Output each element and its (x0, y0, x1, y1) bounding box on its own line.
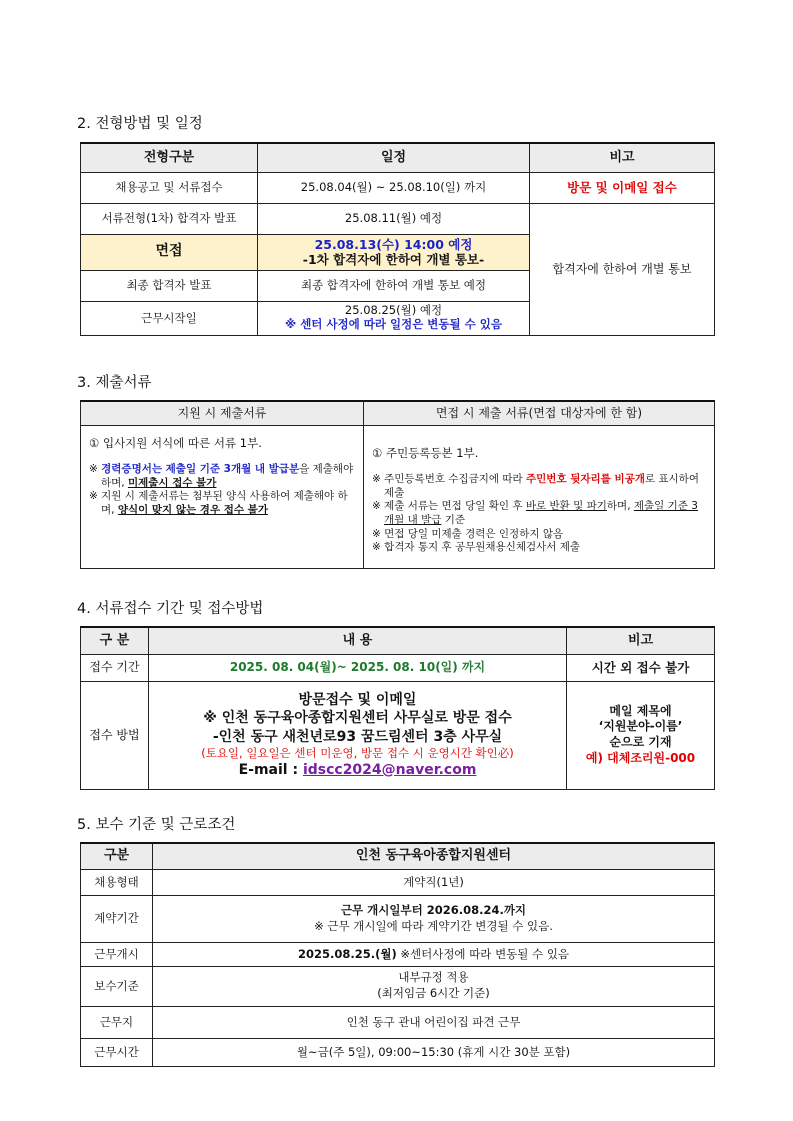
right-content (364, 425, 715, 568)
pay-rule: 내부규정 적용 (398, 970, 469, 985)
row-schedule-start (258, 301, 530, 335)
period-label: 접수 기간 (81, 654, 149, 681)
cond-label: 근무지 (81, 1006, 153, 1038)
method-note-2: ‘지원분야-이름’ (598, 719, 683, 734)
row-name: 최종 합격자 발표 (81, 270, 258, 301)
right-header: 면접 시 제출 서류(면접 대상자에 한 함) (364, 401, 715, 425)
right-main: ① 주민등록등본 1부. (372, 445, 479, 460)
documents-table (80, 400, 715, 569)
left-note-1: ※ 경력증명서는 제출일 기준 3개월 내 발급분을 제출해야 하며, 미제출시 접수 불가 (89, 463, 354, 489)
cond-label: 근무개시 (81, 942, 153, 966)
cond-value (153, 942, 715, 966)
method-label: 접수 방법 (81, 681, 149, 789)
period-note: 시간 외 접수 불가 (567, 654, 715, 681)
pay-note: (최저임금 6시간 기준) (377, 986, 490, 1000)
right-note-1: ※ 주민등록번호 수집금지에 따라 주민번호 뒷자리를 비공개로 표시하여 제출 (372, 473, 699, 499)
row-schedule-interview (258, 234, 530, 270)
cond-label: 보수기준 (81, 966, 153, 1006)
row-schedule: 25.08.04(월) ~ 25.08.10(일) 까지 (258, 172, 530, 203)
cond-label: 채용형태 (81, 869, 153, 895)
header-note: 비고 (567, 627, 715, 654)
section-3-title: 3. 제출서류 (77, 375, 152, 391)
method-note (567, 681, 715, 789)
row-note: 방문 및 이메일 접수 (530, 172, 715, 203)
header-category: 구 분 (81, 627, 149, 654)
section-4-title: 4. 서류접수 기간 및 접수방법 (77, 601, 264, 617)
start-date: 2025.08.25.(월) (297, 946, 397, 961)
email-line (152, 761, 563, 779)
cond-value: 계약직(1년) (153, 869, 715, 895)
right-note-4: ※ 합격자 통지 후 공무원채용신체검사서 제출 (372, 541, 581, 554)
cond-value: 월~금(주 5일), 09:00~15:30 (휴게 시간 30분 포함) (153, 1038, 715, 1066)
header-content: 내 용 (149, 627, 567, 654)
row-schedule: 25.08.11(월) 예정 (258, 203, 530, 234)
left-main: ① 입사지원 서식에 따른 서류 1부. (89, 435, 262, 450)
row-name: 근무시작일 (81, 301, 258, 335)
left-content (81, 425, 364, 568)
merged-note: 합격자에 한하여 개별 통보 (530, 203, 715, 335)
method-line-3: -인천 동구 새천년로93 꿈드림센터 3층 사무실 (212, 728, 503, 745)
email-label: E-mail : (238, 761, 303, 778)
method-note-3: 순으로 기재 (609, 735, 672, 749)
start-notice: ※ 센터 사정에 따라 일정은 변동될 수 있음 (285, 317, 502, 331)
row-name: 채용공고 및 서류접수 (81, 172, 258, 203)
header-schedule: 일정 (258, 143, 530, 172)
left-header: 지원 시 제출서류 (81, 401, 364, 425)
submission-table (80, 626, 715, 790)
interview-date: 25.08.13(수) 14:00 예정 (314, 237, 473, 252)
section-2-title: 2. 전형방법 및 일정 (77, 116, 203, 132)
row-name-interview: 면접 (81, 234, 258, 270)
header-note: 비고 (530, 143, 715, 172)
row-schedule: 최종 합격자에 한하여 개별 통보 예정 (258, 270, 530, 301)
header-center: 인천 동구육아종합지원센터 (153, 843, 715, 869)
conditions-table (80, 842, 715, 1067)
method-note-1: 메일 제목에 (609, 703, 672, 718)
schedule-table (80, 142, 715, 336)
cond-value (153, 895, 715, 942)
cond-value (153, 966, 715, 1006)
section-5-title: 5. 보수 기준 및 근로조건 (77, 817, 236, 833)
method-line-2: ※ 인천 동구육아종합지원센터 사무실로 방문 접수 (203, 710, 512, 727)
email-link[interactable]: idscc2024@naver.com (302, 761, 477, 778)
period-content: 2025. 08. 04(월)~ 2025. 08. 10(일) 까지 (149, 654, 567, 681)
cond-label: 계약기간 (81, 895, 153, 942)
interview-notice: -1차 합격자에 한하여 개별 통보- (302, 252, 485, 267)
method-line-4: (토요일, 일요일은 센터 미운영, 방문 접수 시 운영시간 확인必) (201, 745, 514, 760)
header-category: 구분 (81, 843, 153, 869)
right-note-3: ※ 면접 당일 미제출 경력은 인정하지 않음 (372, 527, 564, 540)
start-note: ※센터사정에 따라 변동될 수 있음 (396, 946, 570, 961)
right-note-2: ※ 제출 서류는 면접 당일 확인 후 바로 반환 및 파기하며, 제출일 기준 3개월 내 발급 기준 (372, 500, 698, 526)
header-type: 전형구분 (81, 143, 258, 172)
start-date: 25.08.25(월) 예정 (344, 303, 443, 318)
method-line-1: 방문접수 및 이메일 (298, 692, 417, 709)
method-content (149, 681, 567, 789)
row-name: 서류전형(1차) 합격자 발표 (81, 203, 258, 234)
cond-label: 근무시간 (81, 1038, 153, 1066)
method-note-4: 예) 대체조리원-000 (585, 750, 696, 765)
left-note-2: ※ 지원 시 제출서류는 첨부된 양식 사용하여 제출해야 하며, 양식이 맞지 않는 경우 접수 불가 (89, 490, 348, 516)
cond-value: 인천 동구 관내 어린이집 파견 근무 (153, 1006, 715, 1038)
contract-period: 근무 개시일부터 2026.08.24.까지 (340, 902, 527, 917)
contract-note: ※ 근무 개시일에 따라 계약기간 변경될 수 있음. (314, 918, 553, 933)
